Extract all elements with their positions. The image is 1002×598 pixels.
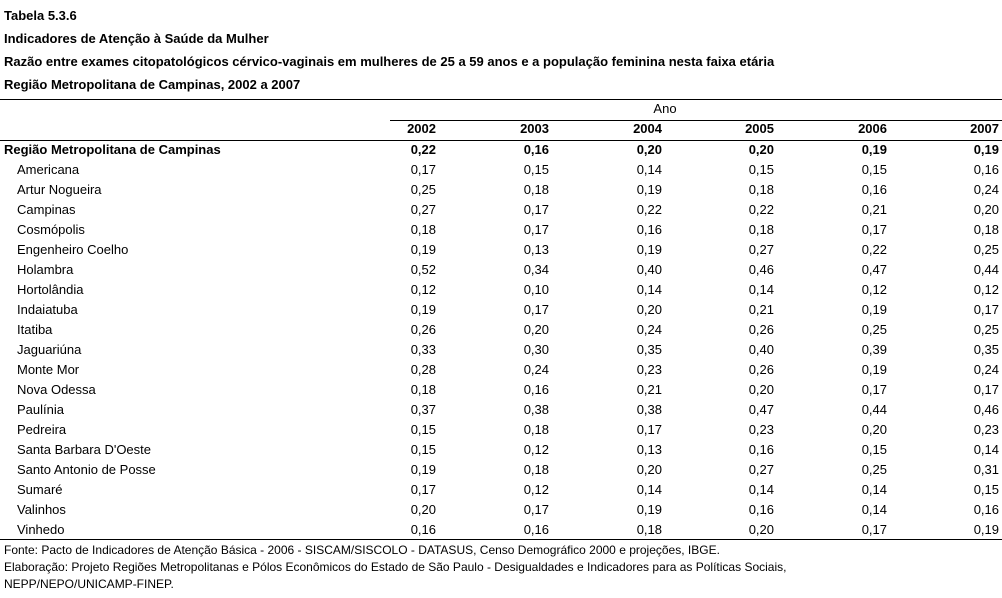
row-label: Indaiatuba (17, 302, 78, 317)
cell: 0,35 (636, 342, 662, 357)
table-row (0, 500, 1002, 520)
cell: 0,16 (523, 142, 549, 157)
cell: 0,14 (973, 442, 999, 457)
cell: 0,38 (523, 402, 549, 417)
cell: 0,34 (523, 262, 549, 277)
cell: 0,14 (636, 282, 662, 297)
cell: 0,20 (523, 322, 549, 337)
cell: 0,19 (410, 302, 436, 317)
cell: 0,14 (636, 482, 662, 497)
cell: 0,17 (410, 162, 436, 177)
row-label: Paulínia (17, 402, 64, 417)
table-row (0, 280, 1002, 300)
cell: 0,17 (523, 222, 549, 237)
cell: 0,17 (523, 202, 549, 217)
cell: 0,16 (973, 162, 999, 177)
cell: 0,20 (973, 202, 999, 217)
cell: 0,12 (861, 282, 887, 297)
cell: 0,21 (861, 202, 887, 217)
row-label: Região Metropolitana de Campinas (4, 142, 221, 157)
table-row (0, 260, 1002, 280)
table-scope: Região Metropolitana de Campinas, 2002 a 2007 (4, 77, 301, 92)
cell: 0,17 (861, 522, 887, 537)
elaboration-note-cont: NEPP/NEPO/UNICAMP-FINEP. (4, 577, 174, 591)
cell: 0,19 (636, 242, 662, 257)
row-label: Monte Mor (17, 362, 80, 377)
cell: 0,14 (861, 482, 887, 497)
row-label: Santo Antonio de Posse (17, 462, 156, 477)
row-label: Vinhedo (17, 522, 65, 537)
cell: 0,19 (973, 522, 999, 537)
cell: 0,16 (523, 382, 549, 397)
cell: 0,13 (636, 442, 662, 457)
cell: 0,18 (410, 382, 436, 397)
cell: 0,20 (861, 422, 887, 437)
cell: 0,26 (410, 322, 436, 337)
table-row (0, 380, 1002, 400)
cell: 0,16 (861, 182, 887, 197)
cell: 0,20 (748, 522, 774, 537)
cell: 0,16 (410, 522, 436, 537)
table-row (0, 400, 1002, 420)
table-row (0, 480, 1002, 500)
year-header: 2004 (633, 121, 662, 136)
row-label: Cosmópolis (17, 222, 85, 237)
source-note: Fonte: Pacto de Indicadores de Atenção Básica - 2006 - SISCAM/SISCOLO - DATASUS, Censo Demográfico 2000 e projeções, IBGE. (4, 543, 720, 557)
cell: 0,46 (973, 402, 999, 417)
cell: 0,14 (748, 482, 774, 497)
cell: 0,27 (748, 242, 774, 257)
cell: 0,25 (973, 242, 999, 257)
table-row (0, 180, 1002, 200)
table-row (0, 420, 1002, 440)
cell: 0,14 (748, 282, 774, 297)
cell: 0,21 (748, 302, 774, 317)
cell: 0,47 (748, 402, 774, 417)
year-group-header: Ano (653, 101, 677, 116)
cell: 0,15 (973, 482, 999, 497)
cell: 0,22 (410, 142, 436, 157)
cell: 0,19 (861, 142, 887, 157)
row-label: Pedreira (17, 422, 67, 437)
cell: 0,23 (973, 422, 999, 437)
table-row-total (0, 140, 1002, 160)
cell: 0,17 (410, 482, 436, 497)
cell: 0,12 (410, 282, 436, 297)
row-label: Engenheiro Coelho (17, 242, 129, 257)
cell: 0,15 (861, 442, 887, 457)
cell: 0,27 (410, 202, 436, 217)
cell: 0,20 (636, 462, 662, 477)
cell: 0,52 (410, 262, 436, 277)
row-label: Sumaré (17, 482, 63, 497)
cell: 0,18 (636, 522, 662, 537)
cell: 0,19 (861, 362, 887, 377)
year-header: 2003 (520, 121, 549, 136)
cell: 0,40 (748, 342, 774, 357)
cell: 0,40 (636, 262, 662, 277)
row-label: Nova Odessa (17, 382, 96, 397)
table-description: Razão entre exames citopatológicos cérvico-vaginais em mulheres de 25 a 59 anos e a população feminina nesta faixa etária (4, 54, 775, 69)
cell: 0,23 (636, 362, 662, 377)
cell: 0,23 (748, 422, 774, 437)
cell: 0,46 (748, 262, 774, 277)
year-header-row (0, 120, 1002, 140)
row-label: Campinas (17, 202, 76, 217)
row-label: Artur Nogueira (17, 182, 102, 197)
cell: 0,17 (861, 382, 887, 397)
cell: 0,22 (748, 202, 774, 217)
cell: 0,16 (636, 222, 662, 237)
cell: 0,17 (973, 382, 999, 397)
cell: 0,44 (973, 262, 999, 277)
cell: 0,24 (973, 182, 999, 197)
cell: 0,17 (523, 302, 549, 317)
cell: 0,20 (636, 302, 662, 317)
cell: 0,19 (973, 142, 999, 157)
cell: 0,14 (636, 162, 662, 177)
table-row (0, 520, 1002, 540)
row-label: Santa Barbara D'Oeste (17, 442, 151, 457)
cell: 0,10 (523, 282, 549, 297)
cell: 0,24 (973, 362, 999, 377)
cell: 0,25 (973, 322, 999, 337)
top-rule (0, 99, 1002, 100)
cell: 0,16 (748, 442, 774, 457)
cell: 0,20 (636, 142, 662, 157)
cell: 0,19 (861, 302, 887, 317)
cell: 0,13 (523, 242, 549, 257)
cell: 0,20 (410, 502, 436, 517)
cell: 0,47 (861, 262, 887, 277)
cell: 0,26 (748, 322, 774, 337)
row-label: Jaguariúna (17, 342, 82, 357)
table-section: Indicadores de Atenção à Saúde da Mulher (4, 31, 269, 46)
cell: 0,30 (523, 342, 549, 357)
table-row (0, 300, 1002, 320)
cell: 0,14 (861, 502, 887, 517)
cell: 0,37 (410, 402, 436, 417)
cell: 0,15 (748, 162, 774, 177)
cell: 0,17 (973, 302, 999, 317)
year-header: 2006 (858, 121, 887, 136)
cell: 0,44 (861, 402, 887, 417)
cell: 0,26 (748, 362, 774, 377)
cell: 0,12 (523, 482, 549, 497)
cell: 0,27 (748, 462, 774, 477)
table-row (0, 240, 1002, 260)
cell: 0,17 (523, 502, 549, 517)
cell: 0,20 (748, 382, 774, 397)
table-row (0, 440, 1002, 460)
cell: 0,22 (636, 202, 662, 217)
year-header: 2005 (745, 121, 774, 136)
table-row (0, 460, 1002, 480)
cell: 0,25 (410, 182, 436, 197)
cell: 0,15 (410, 442, 436, 457)
cell: 0,16 (748, 502, 774, 517)
cell: 0,25 (861, 322, 887, 337)
row-label: Hortolândia (17, 282, 84, 297)
table-body (0, 140, 1002, 540)
year-header: 2007 (970, 121, 999, 136)
elaboration-note: Elaboração: Projeto Regiões Metropolitanas e Pólos Econômicos do Estado de São Paulo - Desigualdades e Indicadores para as Políticas Sociais, (4, 560, 787, 574)
bottom-rule (0, 539, 1002, 540)
cell: 0,19 (410, 462, 436, 477)
table-notes (4, 542, 786, 593)
table-row (0, 320, 1002, 340)
table-row (0, 360, 1002, 380)
row-label: Americana (17, 162, 80, 177)
cell: 0,18 (973, 222, 999, 237)
cell: 0,25 (861, 462, 887, 477)
cell: 0,18 (523, 182, 549, 197)
year-header: 2002 (407, 121, 436, 136)
row-label: Itatiba (17, 322, 53, 337)
cell: 0,16 (523, 522, 549, 537)
table-row (0, 340, 1002, 360)
cell: 0,17 (861, 222, 887, 237)
cell: 0,19 (410, 242, 436, 257)
cell: 0,12 (523, 442, 549, 457)
table-row (0, 200, 1002, 220)
cell: 0,18 (748, 182, 774, 197)
cell: 0,16 (973, 502, 999, 517)
cell: 0,33 (410, 342, 436, 357)
cell: 0,18 (748, 222, 774, 237)
cell: 0,39 (861, 342, 887, 357)
cell: 0,18 (523, 462, 549, 477)
cell: 0,17 (636, 422, 662, 437)
row-label: Holambra (17, 262, 74, 277)
cell: 0,15 (861, 162, 887, 177)
cell: 0,19 (636, 502, 662, 517)
cell: 0,15 (523, 162, 549, 177)
cell: 0,24 (636, 322, 662, 337)
cell: 0,12 (973, 282, 999, 297)
cell: 0,38 (636, 402, 662, 417)
cell: 0,19 (636, 182, 662, 197)
table-titles (4, 4, 774, 96)
table-row (0, 160, 1002, 180)
cell: 0,28 (410, 362, 436, 377)
row-label: Valinhos (17, 502, 66, 517)
cell: 0,21 (636, 382, 662, 397)
cell: 0,22 (861, 242, 887, 257)
cell: 0,18 (523, 422, 549, 437)
cell: 0,18 (410, 222, 436, 237)
table-number: Tabela 5.3.6 (4, 8, 77, 23)
cell: 0,15 (410, 422, 436, 437)
table-row (0, 220, 1002, 240)
cell: 0,24 (523, 362, 549, 377)
cell: 0,31 (973, 462, 999, 477)
cell: 0,35 (973, 342, 999, 357)
cell: 0,20 (748, 142, 774, 157)
